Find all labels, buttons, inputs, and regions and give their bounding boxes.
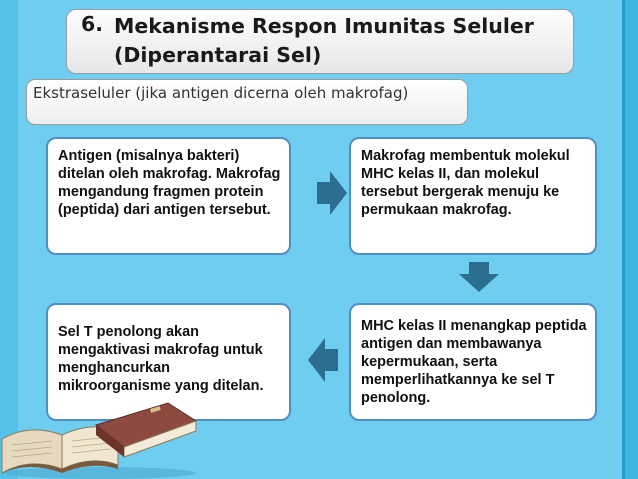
arrow-left-icon: [308, 338, 338, 382]
subtitle-box: [26, 79, 468, 125]
step-text-3: MHC kelas II menangkap peptida antigen dan membawanya kepermukaan, serta memperlihatkannya ke sel T penolong.: [361, 318, 587, 406]
arrow-right-icon: [317, 171, 347, 215]
step-text-4: Sel T penolong akan mengaktivasi makrofag untuk menghancurkan mikroorganisme yang ditelan.: [58, 324, 264, 394]
step-text-2: Makrofag membentuk molekul MHC kelas II, dan molekul tersebut bergerak menuju ke permukaan makrofag.: [361, 148, 570, 218]
step-card-1: [46, 137, 291, 255]
title-number: 6.: [81, 12, 104, 36]
step-text-1: Antigen (misalnya bakteri) ditelan oleh makrofag. Makrofag mengandung fragmen protein (peptida) dari antigen tersebut.: [58, 148, 281, 218]
arrow-down-icon: [459, 262, 499, 292]
step-card-3: [349, 303, 597, 421]
step-card-2: [349, 137, 597, 255]
book-icon: [0, 395, 200, 479]
subtitle-text: Ekstraseluler (jika antigen dicerna oleh makrofag): [33, 84, 409, 102]
title-box: [66, 9, 574, 74]
page-title: Mekanisme Respon Imunitas Seluler (Diperantarai Sel): [114, 14, 534, 67]
